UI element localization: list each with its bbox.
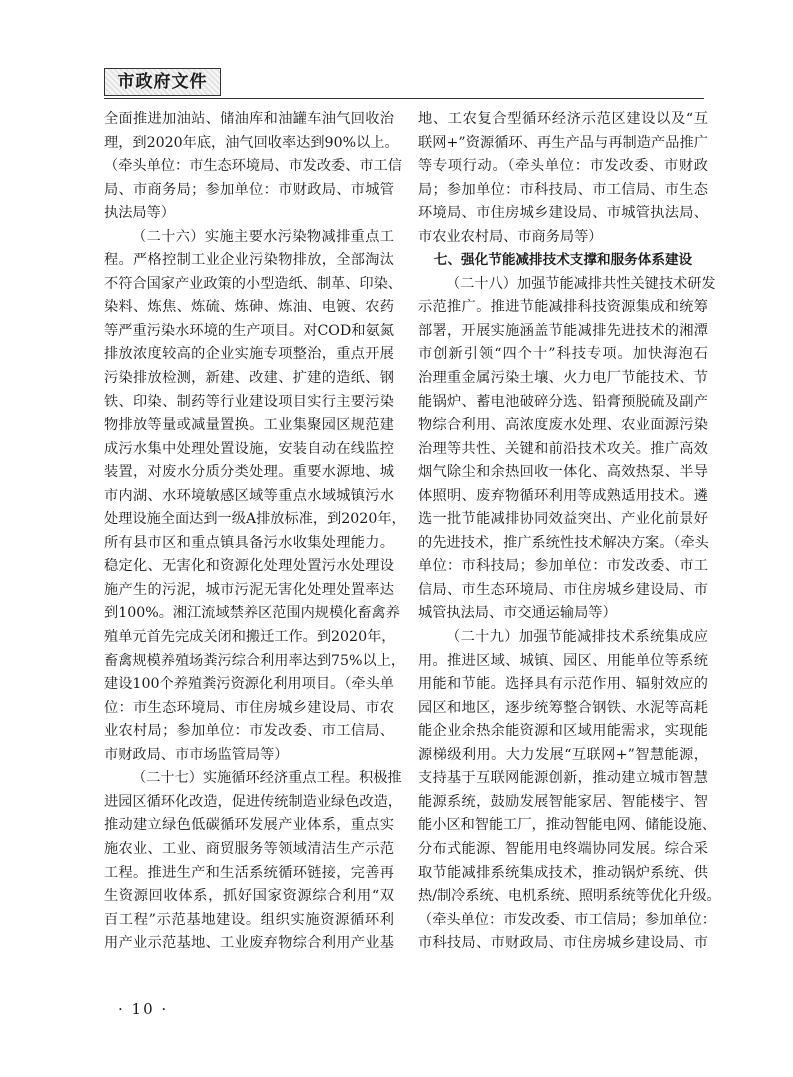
text-line: 工程。推进生产和生活系统循环链接，完善再 <box>104 864 394 881</box>
text-line: 用。推进区域、城镇、园区、用能单位等系统 <box>418 652 708 669</box>
header-title: 市政府文件 <box>117 72 208 92</box>
header-badge <box>104 68 221 96</box>
text-line: 环境局、市住房城乡建设局、市城管执法局、 <box>418 205 708 222</box>
text-line: 治理等共性、关键和前沿技术攻关。推广高效 <box>418 440 708 457</box>
text-line: 进园区循环化改造，促进传统制造业绿色改造， <box>104 793 402 810</box>
text-line: （二十八）加强节能减排共性关键技术研发 <box>446 275 716 292</box>
text-line: 烟气除尘和余热回收一体化、高效热泵、半导 <box>418 464 708 481</box>
text-line: 殖单元首先完成关闭和搬迁工作。到2020年， <box>104 629 396 646</box>
text-line: 物综合利用、高浓度废水处理、农业面源污染 <box>418 417 708 434</box>
text-line: 稳定化、无害化和资源化处理处置污水处理设 <box>104 558 394 575</box>
text-line: 市科技局、市财政局、市住房城乡建设局、市 <box>418 935 708 952</box>
text-line: 位：市生态环境局、市住房城乡建设局、市农 <box>104 699 394 716</box>
text-line: 市创新引领“四个十”科技专项。加快海泡石 <box>418 346 708 363</box>
text-line: 市内湖、水环境敏感区域等重点水域城镇污水 <box>104 487 394 504</box>
text-line: 热/制冷系统、电机系统、照明系统等优化升级。 <box>418 888 721 905</box>
text-line: 城管执法局、市交通运输局等） <box>418 605 617 622</box>
text-line: 等严重污染水环境的生产项目。对COD和氨氮 <box>104 322 394 339</box>
text-line: 污染排放检测，新建、改建、扩建的造纸、钢 <box>104 370 394 387</box>
text-line: 染料、炼焦、炼硫、炼砷、炼油、电镀、农药 <box>104 299 394 316</box>
text-line: 市农业农村局、市商务局等） <box>418 228 603 245</box>
text-line: 信局、市生态环境局、市住房城乡建设局、市 <box>418 581 708 598</box>
text-line: 联网+”资源循环、再生产品与再制造产品推广 <box>418 134 708 151</box>
text-line: 选一批节能减排协同效益突出、产业化前景好 <box>418 511 708 528</box>
text-line: 局；参加单位：市科技局、市工信局、市生态 <box>418 181 708 198</box>
text-line: 到100%。湘江流域禁养区范围内规模化畜禽养 <box>104 605 400 622</box>
text-line: 不符合国家产业政策的小型造纸、制革、印染、 <box>104 275 402 292</box>
section-heading: 七、强化节能减排技术支撑和服务体系建设 <box>433 252 693 269</box>
text-line: 处理设施全面达到一级A排放标准，到2020年， <box>104 511 406 528</box>
page-number: · 10 · <box>118 1000 169 1018</box>
text-line: （二十七）实施循环经济重点工程。积极推 <box>132 770 402 787</box>
text-line: 成污水集中处理处置设施，安装自动在线监控 <box>104 440 394 457</box>
text-line: 执法局等） <box>104 205 175 222</box>
text-line: 园区和地区，逐步统筹整合钢铁、水泥等高耗 <box>418 699 708 716</box>
text-line: 装置，对废水分质分类处理。重要水源地、城 <box>104 464 394 481</box>
text-line: 程。严格控制工业企业污染物排放，全部淘汰 <box>104 252 394 269</box>
text-line: 畜禽规模养殖场粪污综合利用率达到75%以上， <box>104 652 406 669</box>
text-line: （牵头单位：市发改委、市工信局；参加单位： <box>418 911 716 928</box>
text-line: 用产业示范基地、工业废弃物综合利用产业基 <box>104 935 394 952</box>
text-line: 全面推进加油站、储油库和油罐车油气回收治 <box>104 111 394 127</box>
left-column <box>104 108 406 956</box>
text-line: 施产生的污泥，城市污泥无害化处理处置率达 <box>104 581 394 598</box>
text-line: 生资源回收体系，抓好国家资源综合利用“双 <box>104 888 394 905</box>
text-line: 铁、印染、制药等行业建设项目实行主要污染 <box>104 393 394 410</box>
text-line: 支持基于互联网能源创新，推动建立城市智慧 <box>418 770 708 787</box>
text-line: 百工程”示范基地建设。组织实施资源循环利 <box>104 911 394 928</box>
text-line: 体照明、废弃物循环利用等成熟适用技术。遴 <box>418 487 708 504</box>
text-line: 能企业余热余能资源和区域用能需求，实现能 <box>418 723 708 740</box>
text-line: （牵头单位：市生态环境局、市发改委、市工信 <box>104 158 402 175</box>
text-line: 市财政局、市市场监管局等） <box>104 746 289 763</box>
text-line: 能锅炉、蓄电池破碎分选、铅膏预脱硫及副产 <box>418 393 708 410</box>
text-line: 推动建立绿色低碳循环发展产业体系，重点实 <box>104 817 394 834</box>
text-line: 单位：市科技局；参加单位：市发改委、市工 <box>418 558 708 575</box>
text-line: 排放浓度较高的企业实施专项整治，重点开展 <box>104 346 394 363</box>
text-line: 业农村局；参加单位：市发改委、市工信局、 <box>104 723 394 740</box>
text-line: 施农业、工业、商贸服务等领域清洁生产示范 <box>104 840 394 857</box>
text-line: 取节能减排系统集成技术，推动锅炉系统、供 <box>418 864 708 881</box>
text-line: 能源系统，鼓励发展智能家居、智能楼宇、智 <box>418 793 708 810</box>
text-line: 所有县市区和重点镇具备污水收集处理能力。 <box>104 534 394 551</box>
text-line: 的先进技术，推广系统性技术解决方案。（牵头 <box>418 534 709 551</box>
text-line: 示范推广。推进节能减排科技资源集成和统筹 <box>418 299 708 316</box>
text-line: 能小区和智能工厂，推动智能电网、储能设施、 <box>418 817 716 834</box>
text-line: （二十六）实施主要水污染物减排重点工 <box>132 228 394 245</box>
text-line: 部署，开展实施涵盖节能减排先进技术的湘潭 <box>418 322 708 339</box>
header-rule <box>104 98 704 99</box>
text-line: 分布式能源、智能用电终端协同发展。综合采 <box>418 840 708 857</box>
text-line: 等专项行动。（牵头单位：市发改委、市财政 <box>418 158 708 175</box>
text-line: 建设100个养殖粪污资源化利用项目。（牵头单 <box>104 676 394 693</box>
right-column <box>418 108 721 956</box>
text-line: 局、市商务局；参加单位：市财政局、市城管 <box>104 181 394 198</box>
text-line: 物排放等量或减量置换。工业集聚园区规范建 <box>104 417 394 434</box>
text-line: （二十九）加强节能减排技术系统集成应 <box>446 629 708 646</box>
text-line: 地、工农复合型循环经济示范区建设以及“互 <box>418 111 708 127</box>
text-line: 理，到2020年底，油气回收率达到90%以上。 <box>104 134 399 151</box>
text-line: 用能和节能。选择具有示范作用、辐射效应的 <box>418 676 708 693</box>
text-line: 治理重金属污染土壤、火力电厂节能技术、节 <box>418 370 708 387</box>
text-line: 源梯级利用。大力发展“互联网+”智慧能源， <box>418 746 708 763</box>
